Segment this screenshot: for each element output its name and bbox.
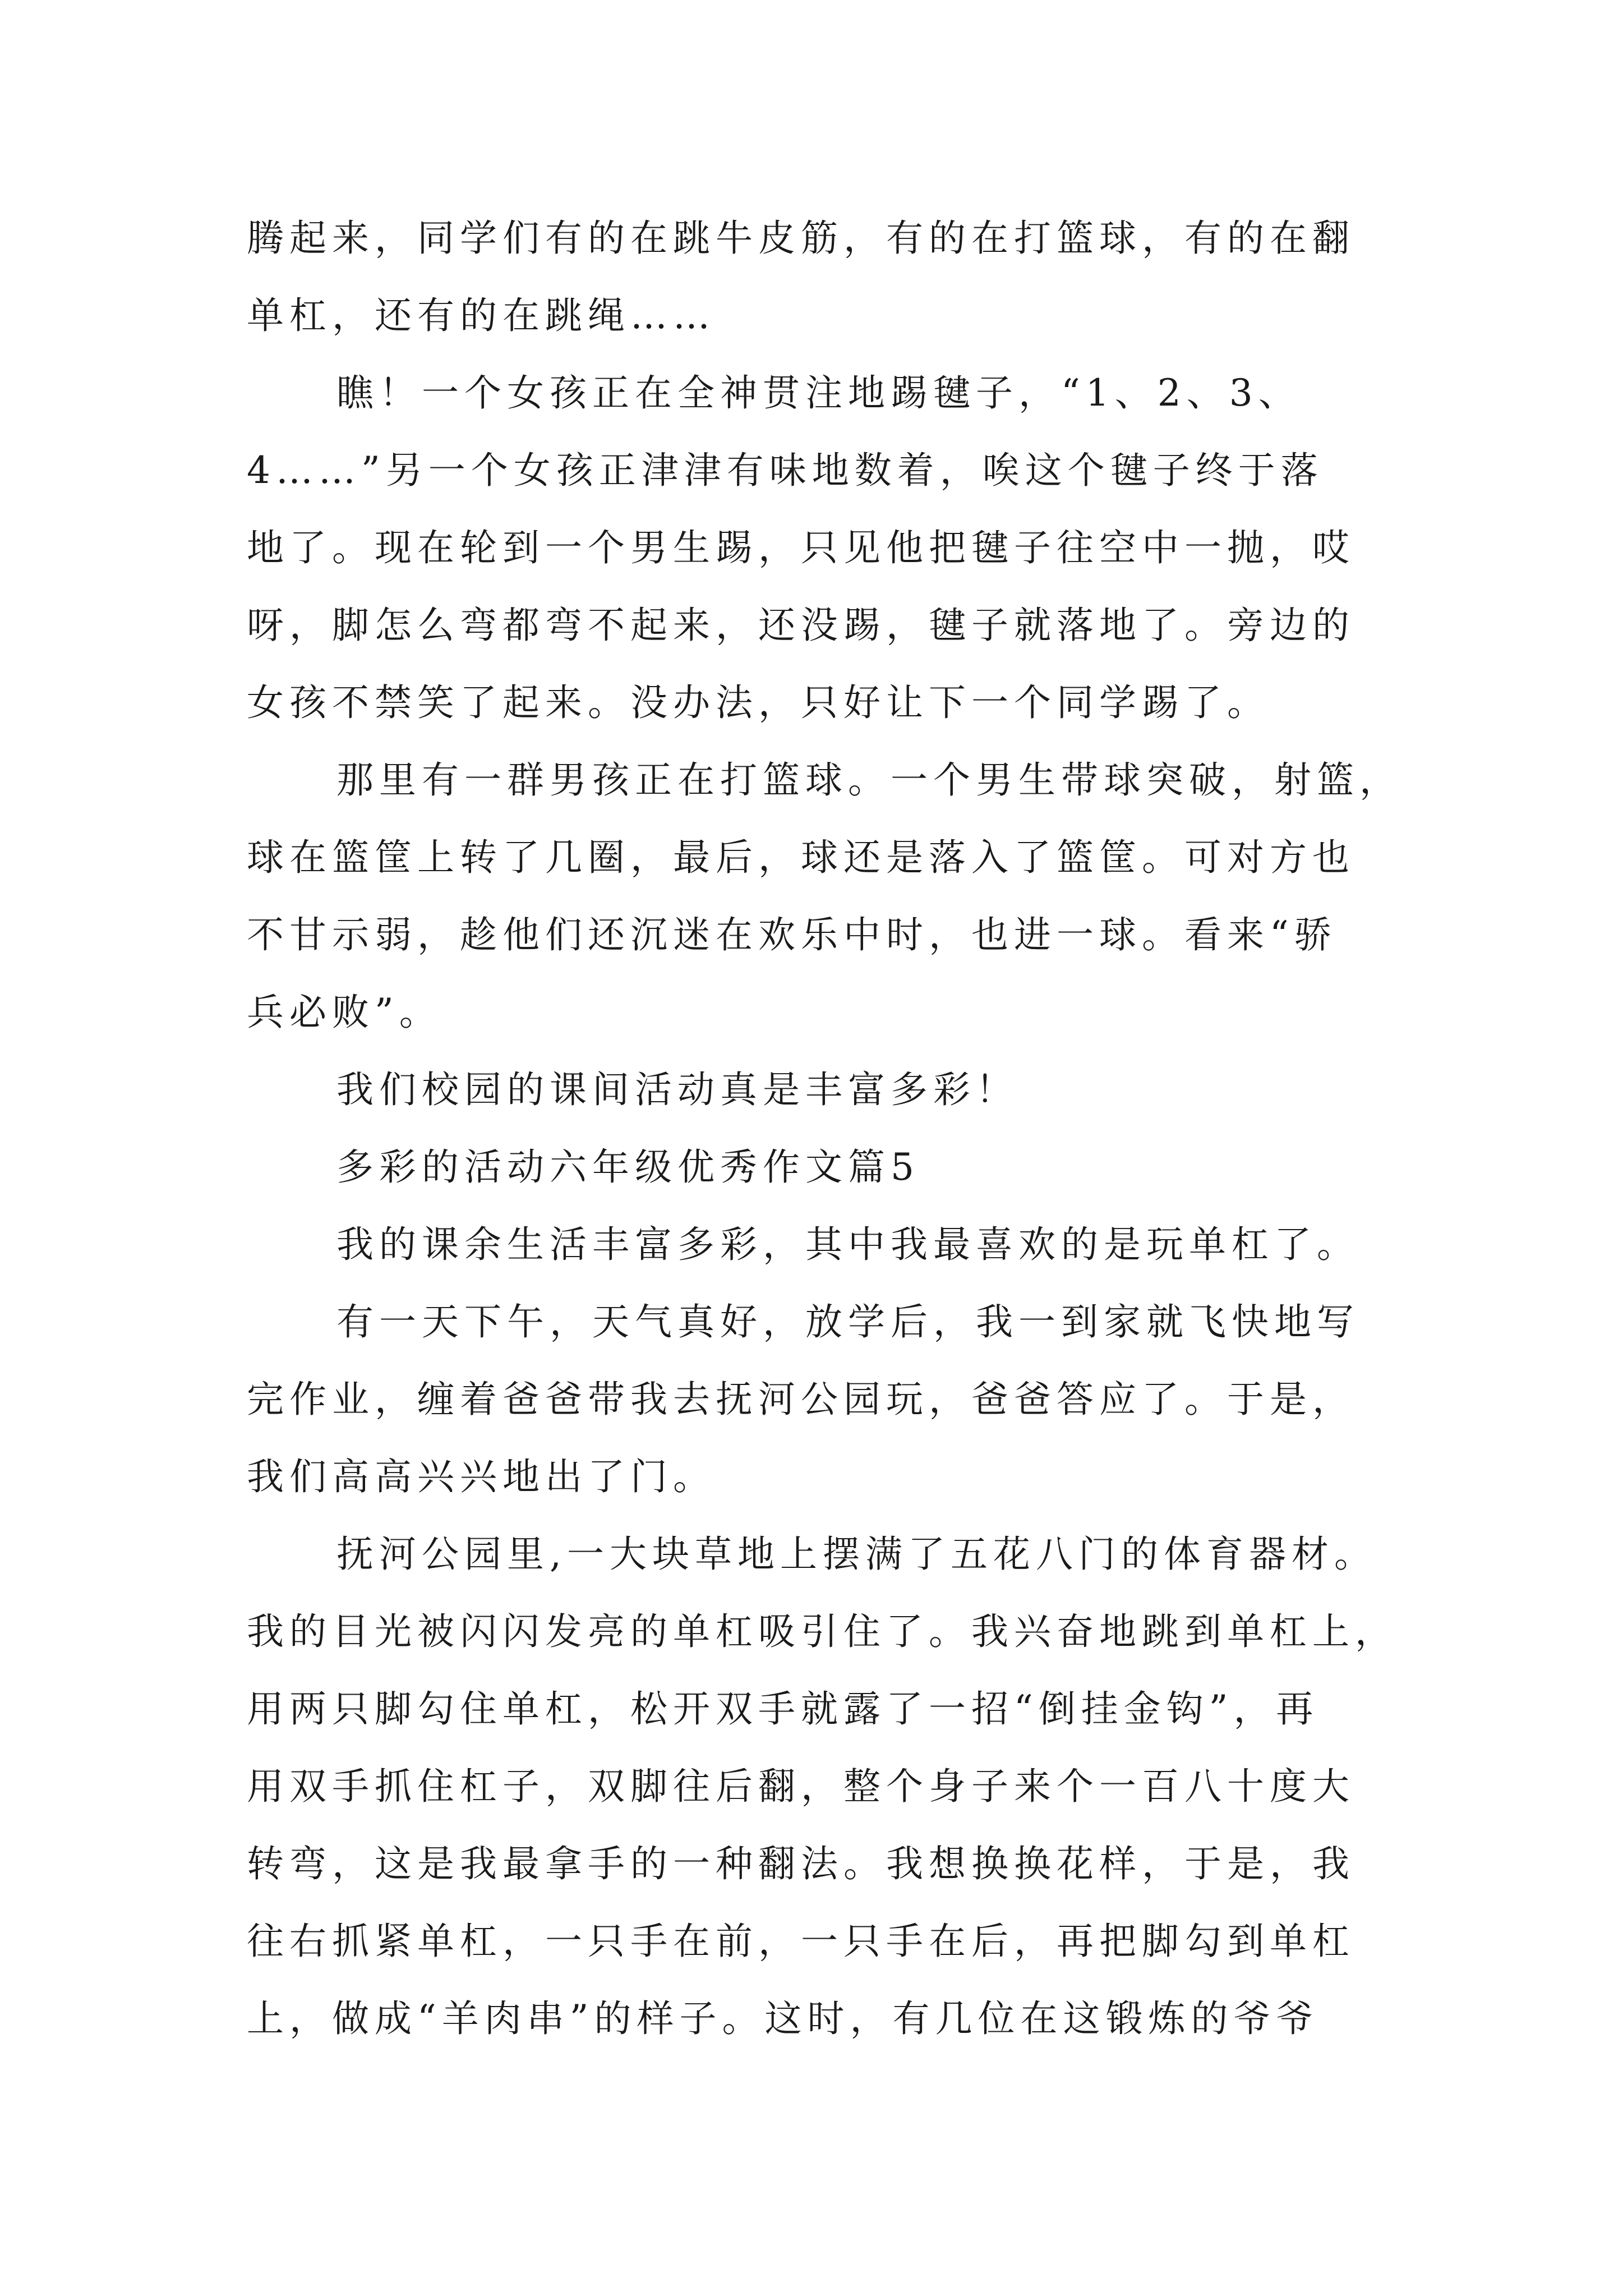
text-line: 球在篮筐上转了几圈，最后，球还是落入了篮筐。可对方也 — [247, 836, 1355, 879]
text-line: 用两只脚勾住单杠，松开双手就露了一招“倒挂金钩”，再 — [247, 1687, 1319, 1731]
text-line: 用双手抓住杠子，双脚往后翻，整个身子来个一百八十度大 — [247, 1765, 1355, 1808]
text-line: 女孩不禁笑了起来。没办法，只好让下一个同学踢了。 — [247, 681, 1270, 724]
text-line: 我的课余生活丰富多彩，其中我最喜欢的是玩单杠了。 — [336, 1223, 1359, 1266]
text-line: 那里有一群男孩正在打篮球。一个男生带球突破，射篮， — [336, 758, 1402, 802]
text-line: 有一天下午，天气真好，放学后，我一到家就飞快地写 — [336, 1300, 1359, 1343]
section-heading: 多彩的活动六年级优秀作文篇5 — [336, 1145, 920, 1189]
text-line: 往右抓紧单杠，一只手在前，一只手在后，再把脚勾到单杠 — [247, 1920, 1355, 1963]
text-line: 我们高高兴兴地出了门。 — [247, 1455, 716, 1498]
text-line: 完作业，缠着爸爸带我去抚河公园玩，爸爸答应了。于是， — [247, 1378, 1355, 1421]
text-line: 抚河公园里,一大块草地上摆满了五花八门的体育器材。 — [336, 1533, 1377, 1576]
text-line: 转弯，这是我最拿手的一种翻法。我想换换花样，于是，我 — [247, 1842, 1355, 1885]
text-line: 呀，脚怎么弯都弯不起来，还没踢，毽子就落地了。旁边的 — [247, 604, 1355, 647]
text-line: 瞧！一个女孩正在全神贯注地踢毽子，“1、2、3、 — [336, 371, 1301, 415]
text-line: 不甘示弱，趁他们还沉迷在欢乐中时，也进一球。看来“骄 — [247, 913, 1337, 956]
text-line: 4……”另一个女孩正津津有味地数着，唉这个毽子终于落 — [247, 449, 1324, 492]
text-line: 兵必败”。 — [247, 991, 442, 1034]
text-line: 单杠，还有的在跳绳…… — [247, 294, 716, 337]
text-line: 地了。现在轮到一个男生踢，只见他把毽子往空中一抛，哎 — [247, 526, 1355, 569]
text-line: 我们校园的课间活动真是丰富多彩！ — [336, 1068, 1018, 1111]
text-line: 腾起来，同学们有的在跳牛皮筋，有的在打篮球，有的在翻 — [247, 217, 1355, 260]
text-line: 上，做成“羊肉串”的样子。这时，有几位在这锻炼的爷爷 — [247, 1997, 1319, 2040]
text-line: 我的目光被闪闪发亮的单杠吸引住了。我兴奋地跳到单杠上， — [247, 1610, 1398, 1653]
